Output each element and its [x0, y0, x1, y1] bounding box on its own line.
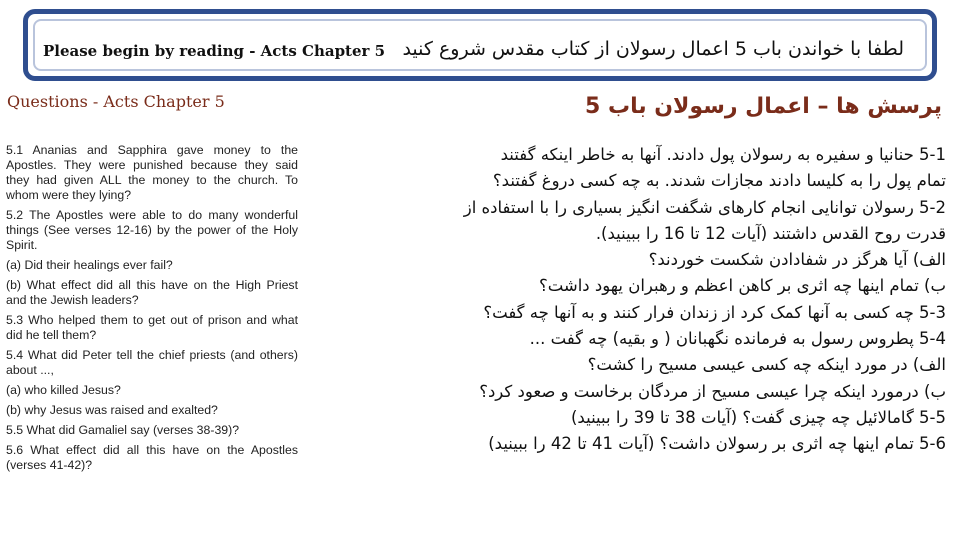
question-5-2: 5.2 The Apostles were able to do many wonderful things (See verses 12-16) by the power of the Holy Spirit.: [6, 208, 298, 252]
questions-title-english: Questions - Acts Chapter 5: [7, 92, 225, 111]
persian-line: ب) درمورد اینکه چرا عیسی مسیح از مردگان برخاست و صعود کرد؟: [479, 381, 946, 401]
persian-line: 5-3 چه کسی به آنها کمک کرد از زندان فرار کنند و به آنها چه گفت؟: [483, 302, 946, 322]
question-5-5: 5.5 What did Gamaliel say (verses 38-39)?: [6, 423, 240, 437]
persian-line: تمام پول را به کلیسا دادند مجازات شدند. به چه کسی دروغ گفتند؟: [492, 171, 946, 191]
persian-line: 5-6 تمام اینها چه اثری بر رسولان داشت؟ (آیات 41 تا 42 را ببینید): [488, 434, 946, 454]
question-5-4-a: (a) who killed Jesus?: [6, 383, 121, 397]
persian-line: الف) در مورد اینکه چه کسی عیسی مسیح را کشت؟: [587, 355, 946, 375]
questions-title-persian: پرسش ها – اعمال رسولان باب 5: [584, 94, 942, 119]
question-5-2-b: (b) What effect did all this have on the High Priest and the Jewish leaders?: [6, 278, 298, 307]
persian-questions: [318, 142, 946, 458]
persian-line: قدرت روح القدس داشتند (آیات 12 تا 16 را ببینید).: [595, 223, 946, 243]
persian-line: ب) تمام اینها چه اثری بر کاهن اعظم و رهبران یهود داشت؟: [538, 276, 946, 296]
persian-line: 5-2 رسولان توانایی انجام کارهای شگفت انگیز بسیاری را با استفاده از: [463, 197, 946, 217]
persian-line: الف) آیا هرگز در شفادادن شکست خوردند؟: [648, 250, 946, 270]
banner-english-text: Please begin by reading - Acts Chapter 5: [43, 42, 386, 60]
question-5-2-a: (a) Did their healings ever fail?: [6, 258, 173, 272]
persian-line: 5-5 گامالائیل چه چیزی گفت؟ (آیات 38 تا 39 را ببینید): [571, 407, 946, 427]
question-5-4-b: (b) why Jesus was raised and exalted?: [6, 403, 218, 417]
persian-line: 5-1 حنانیا و سفیره به رسولان پول دادند. آنها به خاطر اینکه گفتند: [500, 145, 946, 164]
persian-line: 5-4 پطروس رسول به فرمانده نگهبانان ( و بقیه) چه گفت ...: [529, 329, 946, 349]
question-5-4: 5.4 What did Peter tell the chief priests (and others) about ...,: [6, 348, 298, 377]
question-5-6: 5.6 What effect did all this have on the Apostles (verses 41-42)?: [6, 443, 298, 472]
header-banner: [23, 9, 937, 81]
banner-persian-text: لطفا با خواندن باب 5 اعمال رسولان از کتاب مقدس شروع کنید: [402, 38, 904, 60]
question-5-1: 5.1 Ananias and Sapphira gave money to the Apostles. They were punished because they said they had given ALL the money to the church. To whom were they lying?: [6, 143, 298, 202]
english-questions: [6, 143, 298, 478]
question-5-3: 5.3 Who helped them to get out of prison and what did he tell them?: [6, 313, 298, 342]
